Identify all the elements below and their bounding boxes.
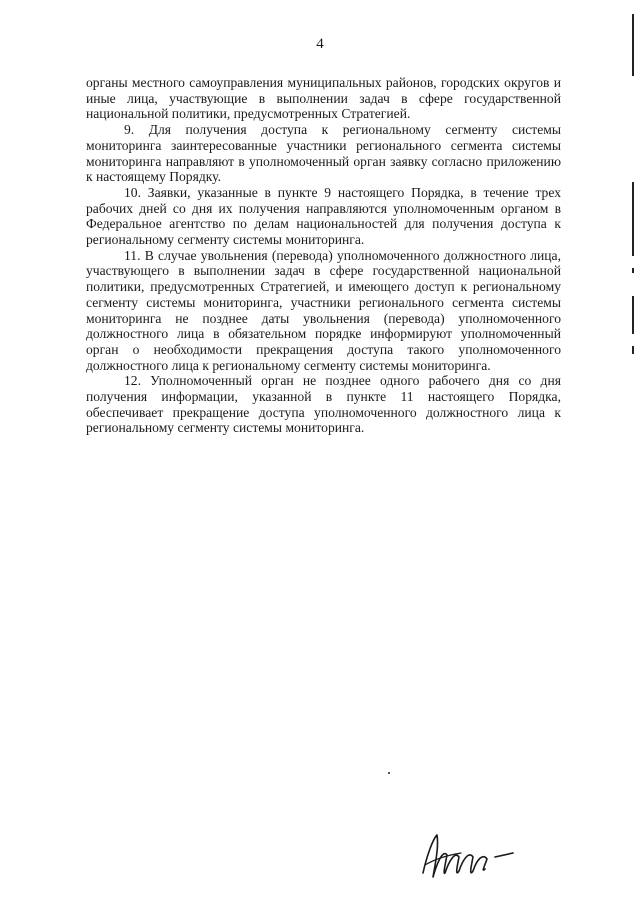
scan-speck <box>388 772 390 774</box>
scan-mark <box>632 346 634 354</box>
scan-margin-marks <box>628 0 640 905</box>
scan-mark <box>632 182 634 256</box>
paragraph-11: 11. В случае увольнения (перевода) уполномоченного должностного лица, участвующего в выполнении задач в сфере государственной национальной политики, предусмотренных Стратегией, и имеющего доступ к региональному сегменту системы мониторинга, участники регионального сегмента системы мониторинга не позднее даты увольнения (перевода) уполномоченного должностного лица в обязательном порядке информируют уполномоченный орган о необходимости прекращения доступа такого уполномоченного должностного лица к региональному сегменту системы мониторинга. <box>86 247 561 373</box>
page-number: 4 <box>316 36 324 52</box>
paragraph-continuation: органы местного самоуправления муниципальных районов, городских округов и иные лица, участвующие в выполнении задач в сфере государственной национальной политики, предусмотренных Стратегией. <box>86 75 561 122</box>
scan-mark <box>632 268 634 273</box>
handwritten-signature <box>415 825 525 885</box>
paragraph-9: 9. Для получения доступа к региональному сегменту системы мониторинга заинтересованные участники регионального сегмента системы мониторинга направляют в уполномоченный орган заявку согласно приложению к настоящему Порядку. <box>86 122 561 185</box>
document-body <box>86 75 561 436</box>
paragraph-12: 12. Уполномоченный орган не позднее одного рабочего дня со дня получения информации, указанной в пункте 11 настоящего Порядка, обеспечивает прекращение доступа уполномоченного должностного лица к региональному сегменту системы мониторинга. <box>86 373 561 436</box>
paragraph-10: 10. Заявки, указанные в пункте 9 настоящего Порядка, в течение трех рабочих дней со дня их получения направляются уполномоченным органом в Федеральное агентство по делам национальностей для получения доступа к региональному сегменту системы мониторинга. <box>86 184 561 248</box>
scan-mark <box>632 296 634 334</box>
scan-mark <box>632 14 634 76</box>
